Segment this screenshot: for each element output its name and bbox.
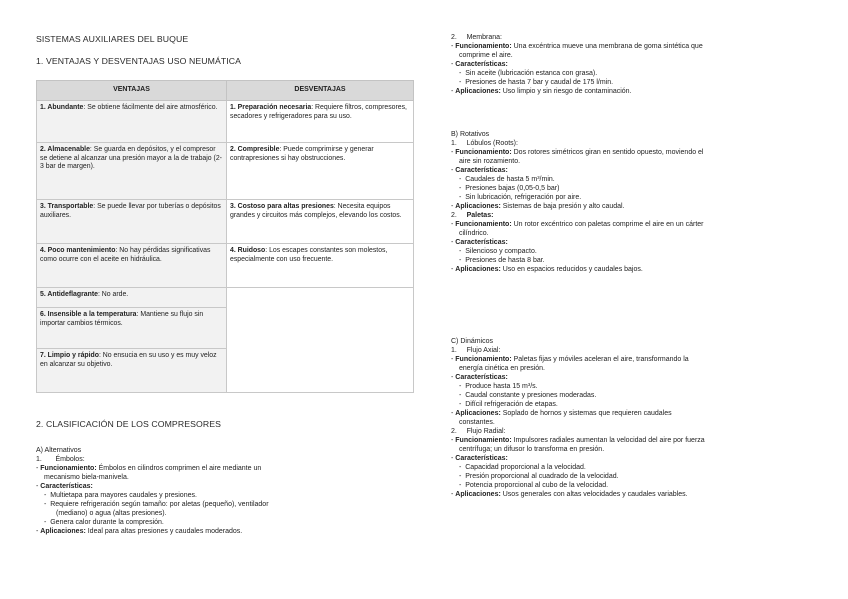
table-row [37,200,414,244]
subsection-title: A) Alternativos [36,447,82,454]
table-row [37,288,414,308]
list-item: - Características: [451,239,508,246]
list-item: - Caudales de hasta 5 m³/min. [459,176,555,183]
alternativos-section [36,446,414,536]
list-item: - Aplicaciones: Usos generales con altas velocidades y caudales variables. [451,491,688,498]
list-item-cont: centrífuga; un difusor lo transforma en presión. [459,446,605,453]
list-item-cont: comprime el aire. [459,52,513,59]
list-item: - Funcionamiento: Paletas fijas y móviles aceleran el aire, transformando la [451,356,689,363]
ventaja-cell: 6. Insensible a la temperatura: Mantiene su flujo sin importar cambios térmicos. [37,308,227,349]
item-title: 1. Flujo Axial: [451,347,501,354]
ventajas-header: VENTAJAS [37,81,227,101]
table-row [37,101,414,143]
desventaja-cell: 1. Preparación necesaria: Requiere filtros, compresores, secadores y refrigeradores para su uso. [227,101,414,143]
empty-cell [227,288,414,393]
list-item-cont: cilíndrico. [459,230,489,237]
list-item: - Aplicaciones: Uso en espacios reducidos y caudales bajos. [451,266,643,273]
list-item: - Aplicaciones: Ideal para altas presiones y caudales moderados. [36,528,243,535]
list-item: - Requiere refrigeración según tamaño: por aletas (pequeño), ventilador [44,501,269,508]
dinamicos-section [451,337,829,499]
ventaja-cell: 7. Limpio y rápido: No ensucia en su uso y es muy veloz en alcanzar su objetivo. [37,349,227,393]
list-item: - Características: [451,167,508,174]
list-item-cont: energía cinética en presión. [459,365,545,372]
document-title: SISTEMAS AUXILIARES DEL BUQUE [36,34,189,44]
desventajas-header: DESVENTAJAS [227,81,414,101]
ventaja-cell: 3. Transportable: Se puede llevar por tuberías o depósitos auxiliares. [37,200,227,244]
list-item: - Caudal constante y presiones moderadas. [459,392,597,399]
item-title: 2. Flujo Radial: [451,428,506,435]
list-item: - Presión proporcional al cuadrado de la velocidad. [459,473,619,480]
list-item: - Funcionamiento: Dos rotores simétricos giran en sentido opuesto, moviendo el [451,149,704,156]
list-item: - Funcionamiento: Émbolos en cilindros comprimen el aire mediante un [36,465,262,472]
membrana-section [451,33,829,96]
desventaja-cell: 4. Ruidoso: Los escapes constantes son molestos, especialmente con uso frecuente. [227,244,414,288]
item-title: 1. Lóbulos (Roots): [451,140,518,147]
list-item: - Presiones de hasta 7 bar y caudal de 175 l/min. [459,79,614,86]
ventaja-cell: 4. Poco mantenimiento: No hay pérdidas significativas como ocurre con el aceite en hidráulica. [37,244,227,288]
table-row [37,244,414,288]
list-item-cont: constantes. [459,419,495,426]
section-1-title: 1. VENTAJAS Y DESVENTAJAS USO NEUMÁTICA [36,56,242,66]
list-item: - Características: [451,455,508,462]
ventaja-cell: 2. Almacenable: Se guarda en depósitos, y el compresor se detiene al alcanzar una presión mayor a la de trabajo (2-3 bar de margen). [37,143,227,200]
list-item: - Potencia proporcional al cubo de la velocidad. [459,482,609,489]
list-item: - Aplicaciones: Sistemas de baja presión y alto caudal. [451,203,625,210]
list-item-cont: (mediano) o agua (altas presiones). [56,510,167,517]
item-title: 2. Paletas: [451,212,494,219]
item-title: 2. Membrana: [451,34,502,41]
list-item: - Presiones bajas (0,05-0,5 bar) [459,185,560,192]
list-item: - Funcionamiento: Impulsores radiales aumentan la velocidad del aire por fuerza [451,437,705,444]
item-title: 1. Émbolos: [36,456,85,463]
list-item: - Sin aceite (lubricación estanca con grasa). [459,70,598,77]
desventaja-cell: 2. Compresible: Puede comprimirse y generar contrapresiones si hay obstrucciones. [227,143,414,200]
list-item: - Características: [451,374,508,381]
list-item-cont: aire sin rozamiento. [459,158,521,165]
list-item: - Multietapa para mayores caudales y presiones. [44,492,197,499]
list-item: - Capacidad proporcional a la velocidad. [459,464,586,471]
desventaja-cell: 3. Costoso para altas presiones: Necesita equipos grandes y circuitos más complejos, elevando los costos. [227,200,414,244]
section-2-title: 2. CLASIFICACIÓN DE LOS COMPRESORES [36,419,222,429]
table-row [37,143,414,200]
advantages-disadvantages-table [36,80,414,393]
list-item: - Difícil refrigeración de etapas. [459,401,558,408]
list-item: - Produce hasta 15 m³/s. [459,383,538,390]
list-item: - Funcionamiento: Una excéntrica mueve una membrana de goma sintética que [451,43,703,50]
rotativos-section [451,130,829,274]
list-item: - Silencioso y compacto. [459,248,537,255]
list-item: - Aplicaciones: Soplado de hornos y sistemas que requieren caudales [451,410,672,417]
ventaja-cell: 1. Abundante: Se obtiene fácilmente del aire atmosférico. [37,101,227,143]
ventaja-cell: 5. Antideflagrante: No arde. [37,288,227,308]
list-item: - Características: [451,61,508,68]
list-item: - Genera calor durante la compresión. [44,519,164,526]
list-item: - Presiones de hasta 8 bar. [459,257,545,264]
subsection-title: C) Dinámicos [451,338,494,345]
list-item-cont: mecanismo biela-manivela. [44,474,129,481]
list-item: - Sin lubricación, refrigeración por aire. [459,194,582,201]
subsection-title: B) Rotativos [451,131,490,138]
list-item: - Funcionamiento: Un rotor excéntrico con paletas comprime el aire en un cárter [451,221,704,228]
list-item: - Aplicaciones: Uso limpio y sin riesgo de contaminación. [451,88,632,95]
list-item: - Características: [36,483,93,490]
